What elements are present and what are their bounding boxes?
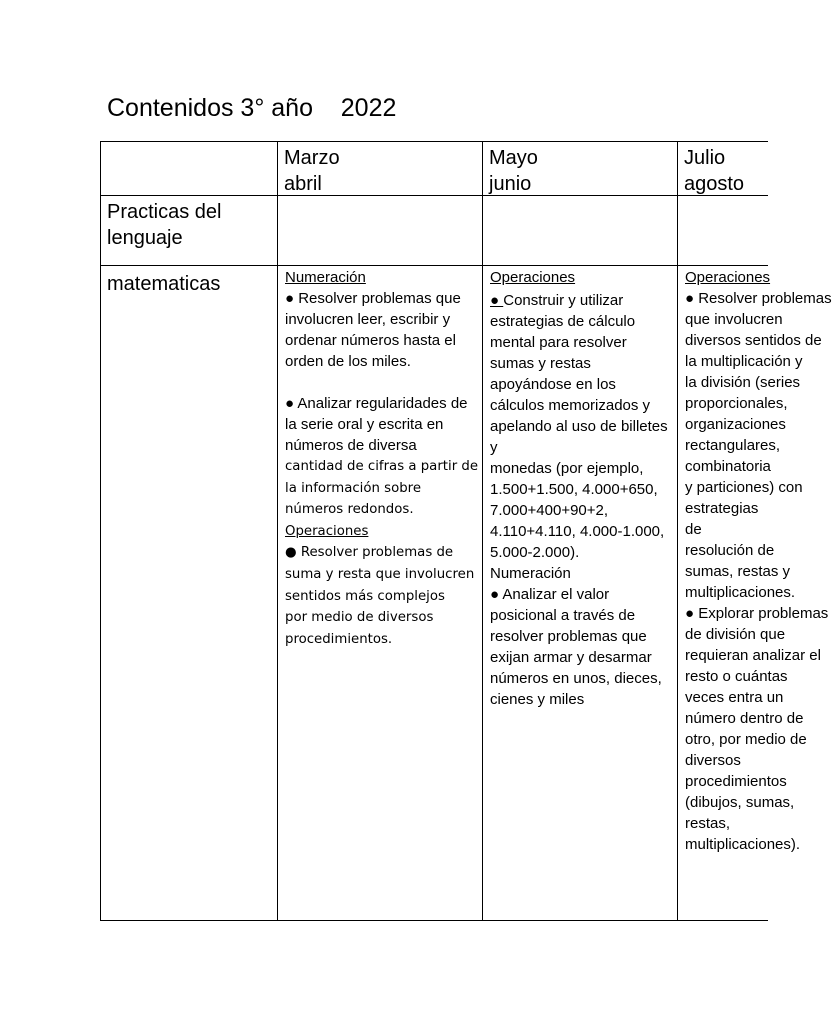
section-heading-operaciones: Operaciones: [285, 523, 369, 539]
content-item: ● Resolver problemas que involucren leer, escribir y ordenar números hasta el orden de los miles.: [285, 290, 461, 370]
content-line: organizaciones: [685, 416, 786, 433]
content-line: ● Resolver problemas: [685, 290, 832, 307]
content-item: ● Resolver problemas de suma y resta que involucren sentidos más complejos: [285, 545, 475, 604]
content-item: ● Construir y utilizar estrategias de cálculo mental para resolver sumas y restas apoyándose en los cálculos memorizados y apelando al uso de billetes y: [490, 292, 668, 456]
content-line: ● Explorar problemas: [685, 605, 829, 622]
content-line: la multiplicación y: [685, 353, 803, 370]
content-item: monedas (por ejemplo, 1.500+1.500, 4.000+650, 7.000+400+90+2, 4.110+4.110, 4.000-1.000, 5.000-2.000).: [490, 460, 665, 561]
content-line: otro, por medio de: [685, 731, 807, 748]
content-item: cantidad de cifras a partir de la información sobre números redondos.: [285, 459, 479, 518]
content-line: resto o cuántas: [685, 668, 788, 685]
content-item: por medio de diversos procedimientos.: [285, 610, 434, 647]
content-line: restas,: [685, 815, 731, 832]
cell-matematicas-marzo-abril: [278, 266, 482, 920]
cell-matematicas-julio-agosto: [678, 266, 832, 920]
column-header-marzo-abril: Marzo abril: [284, 147, 340, 195]
table-border-bottom: [100, 920, 768, 921]
content-line: rectangulares,: [685, 437, 781, 454]
document-title: Contenidos 3° año 2022: [107, 94, 397, 122]
content-line: de: [685, 521, 702, 538]
cell-matematicas-mayo-junio: [483, 266, 677, 920]
section-heading-numeracion: Numeración: [490, 565, 571, 582]
content-line: sumas, restas y: [685, 563, 791, 580]
content-line: de división que: [685, 626, 786, 643]
column-header-julio-agosto: Julio agosto: [684, 147, 745, 195]
content-line: la división (series: [685, 374, 801, 391]
content-line: diversos: [685, 752, 741, 769]
column-header-mayo-junio: Mayo junio: [489, 147, 538, 195]
content-line: número dentro de: [685, 710, 804, 727]
content-line: veces entra un: [685, 689, 784, 706]
content-line: estrategias: [685, 500, 759, 517]
row-label-practicas-del-lenguaje: Practicas del lenguaje: [107, 201, 222, 249]
section-heading-numeracion: Numeración: [285, 269, 366, 286]
content-line: que involucren: [685, 311, 783, 328]
content-item: ● Analizar regularidades de la serie oral y escrita en números de diversa: [285, 395, 468, 454]
content-line: requieran analizar el: [685, 647, 821, 664]
bullet-marker: ●: [490, 292, 504, 309]
content-item: ● Analizar el valor posicional a través de resolver problemas que exijan armar y desarmar números en unos, dieces, cienes y miles: [490, 586, 662, 708]
content-line: y particiones) con: [685, 479, 803, 496]
row-label-matematicas: matematicas: [107, 273, 221, 295]
content-line: diversos sentidos de: [685, 332, 822, 349]
content-line: resolución de: [685, 542, 775, 559]
content-line: multiplicaciones).: [685, 836, 801, 853]
content-line: multiplicaciones.: [685, 584, 796, 601]
content-line: combinatoria: [685, 458, 771, 475]
content-line: (dibujos, sumas,: [685, 794, 795, 811]
section-heading-operaciones: Operaciones: [685, 269, 771, 286]
section-heading-operaciones: Operaciones: [490, 269, 576, 286]
content-line: proporcionales,: [685, 395, 788, 412]
content-line: procedimientos: [685, 773, 787, 790]
